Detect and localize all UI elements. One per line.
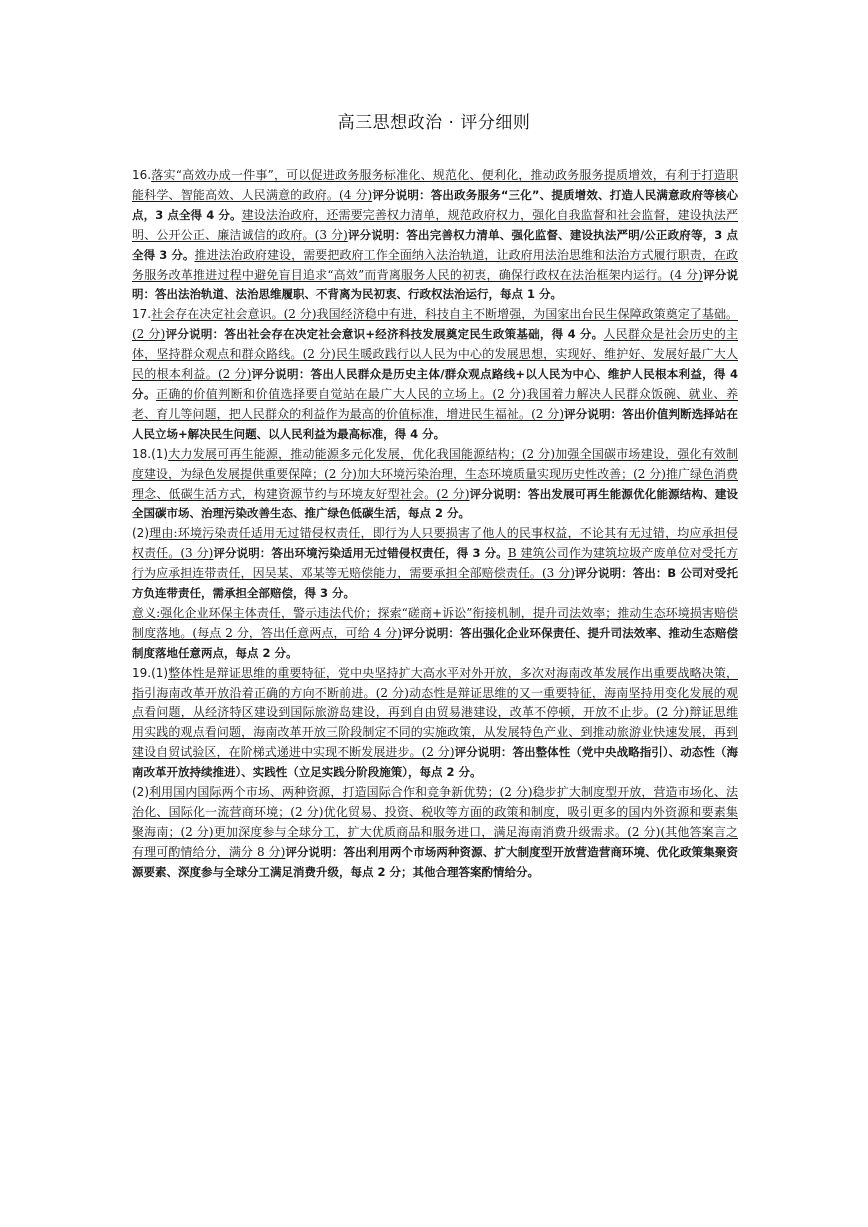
question-19-part-2 — [132, 783, 738, 883]
question-number: 17. — [132, 307, 152, 322]
question-18-part-2 — [132, 524, 738, 604]
answer-text: 人民群众是社会历史的主体，坚持群众观点和群众路线。(2 分)民生暖政践行以人民为中心的发展思想，实现好、维护好、发展好最广大人民的根本利益。(2 分) — [132, 327, 738, 382]
part-label: (2) — [132, 526, 149, 541]
part-label: (2) — [132, 785, 149, 800]
answer-text: 社会存在决定社会意识。(2 分)我国经济稳中有进，科技自主不断增强，为国家出台民生保障政策奠定了基础。(2 分) — [132, 307, 738, 342]
scoring-note: 评分说明：答出社会存在决定社会意识+经济科技发展奠定民生政策基础，得 4 分。 — [165, 327, 604, 342]
question-number: 16. — [132, 168, 152, 182]
part-label: (1) — [151, 665, 169, 680]
answer-text: 大力发展可再生能源，推动能源多元化发展，优化我国能源结构；(2 分)加强全国碳市场建设，强化有效制度建设，为绿色发展提供重要保障；(2 分)加大环境污染治理，生态环境质量实现历史性改善；(2 分)推广绿色消费理念、低碳生活方式，构建资源节约与环境友好型社会。(2 分) — [132, 446, 738, 501]
scoring-note: 评分说明：答出：B 公司对受托方负连带责任，需承担全部赔偿，得 3 分。 — [132, 566, 738, 601]
scoring-note: 评分说明：答出价值判断选择站在人民立场+解决民生问题、以人民利益为最高标准，得 4 分。 — [132, 406, 738, 441]
answer-text: 理由:环境污染责任适用无过错侵权责任，即行为人只要损害了他人的民事权益，不论其有无过错，均应承担侵权责任。(3 分) — [132, 526, 738, 561]
answer-text: 推进法治政府建设，需要把政府工作全面纳入法治轨道，让政府用法治思维和法治方式履行职责，在政务服务改革推进过程中避免盲目追求“高效”而背离服务人民的初衷，确保行政权在法治框架内运行。(4 分) — [132, 247, 738, 282]
document-body — [132, 166, 738, 883]
scoring-note: 评分说明：答出法治轨道、法治思维履职、不背离为民初衷、行政权法治运行，每点 1 分。 — [132, 267, 738, 302]
question-17 — [132, 305, 738, 444]
answer-text: 意义:强化企业环保主体责任，警示违法代价；探索“磋商+诉讼”衔接机制，提升司法效率；推动生态环境损害赔偿制度落地。(每点 2 分，答出任意两点，可给 4 分) — [132, 605, 738, 640]
part-label: (1) — [151, 446, 169, 461]
answer-text: B 建筑公司作为建筑垃圾产废单位对受托方行为应承担连带责任，因吴某、邓某等无赔偿能力，需要承担全部赔偿责任。(3 分) — [132, 546, 738, 581]
scoring-note: 评分说明：答出完善权力清单、强化监督、建设执法严明/公正政府等，3 点全得 3 分。 — [132, 227, 738, 262]
scoring-note: 评分说明：答出发展可再生能源优化能源结构、建设全国碳市场、治理污染改善生态、推广绿色低碳生活，每点 2 分。 — [132, 486, 738, 521]
scoring-note: 评分说明：答出整体性（党中央战略指引）、动态性（海南改革开放持续推进）、实践性（立足实践分阶段施策），每点 2 分。 — [132, 745, 738, 780]
scoring-note: 评分说明：答出政务服务“三化”、提质增效、打造人民满意政府等核心点，3 点全得 4 分。 — [132, 187, 738, 222]
question-16 — [132, 166, 738, 305]
scoring-note: 评分说明：答出环境污染适用无过错侵权责任，得 3 分。 — [213, 546, 508, 561]
scoring-note: 评分说明：答出强化企业环保责任、提升司法效率、推动生态赔偿制度落地任意两点，每点 2 分。 — [132, 625, 738, 660]
answer-text: 建设法治政府，还需要完善权力清单，规范政府权力，强化自我监督和社会监督，建设执法严明、公开公正、廉洁诚信的政府。(3 分) — [132, 207, 738, 242]
page-title: 高三思想政治 · 评分细则 — [337, 113, 531, 133]
scoring-note: 评分说明：答出利用两个市场两种资源、扩大制度型开放营造营商环境、优化政策集聚资源要素、深度参与全球分工满足消费升级，每点 2 分；其他合理答案酌情给分。 — [132, 844, 738, 879]
answer-text: 利用国内国际两个市场、两种资源，打造国际合作和竞争新优势；(2 分)稳步扩大制度型开放，营造市场化、法治化、国际化一流营商环境；(2 分)优化贸易、投资、税收等方面的政策和制度，吸引更多的国内外资源和要素集聚海南；(2 分)更加深度参与全球分工，扩大优质商品和服务进口，满足海南消费升级需求。(2 分)(其他答案言之有理可酌情给分，满分 8 分) — [132, 785, 738, 859]
scoring-note: 评分说明：答出人民群众是历史主体/群众观点路线+以人民为中心、维护人民根本利益，得 4 分。 — [132, 367, 738, 401]
question-number: 18. — [132, 446, 152, 461]
question-number: 19. — [132, 665, 152, 680]
answer-text: 落实“高效办成一件事”，可以促进政务服务标准化、规范化、便利化，推动政务服务提质增效，有利于打造职能科学、智能高效、人民满意的政府。(4 分) — [132, 168, 738, 202]
answer-text: 正确的价值判断和价值选择要自觉站在最广大人民的立场上。(2 分)我国着力解决人民群众饭碗、就业、养老、育儿等问题，把人民群众的利益作为最高的价值标准，增进民生福祉。(2 分) — [132, 386, 739, 421]
question-19-part-1 — [132, 664, 738, 783]
answer-text: 整体性是辩证思维的重要特征，党中央坚持扩大高水平对外开放，多次对海南改革发展作出重要战略决策，指引海南改革开放沿着正确的方向不断前进。(2 分)动态性是辩证思维的又一重要特征，海南坚持用变化发展的观点看问题，从经济特区建设到国际旅游岛建设，再到自由贸易港建设，改革不停顿，开放不止步。(2 分)辩证思维用实践的观点看问题，海南改革开放三阶段制定不同的实施政策，从发展特色产业、到推动旅游业快速发展，再到建设自贸试验区，在阶梯式递进中实现不断发展进步。(2 分) — [132, 665, 738, 760]
question-18-significance — [132, 604, 738, 664]
question-18-part-1 — [132, 445, 738, 525]
